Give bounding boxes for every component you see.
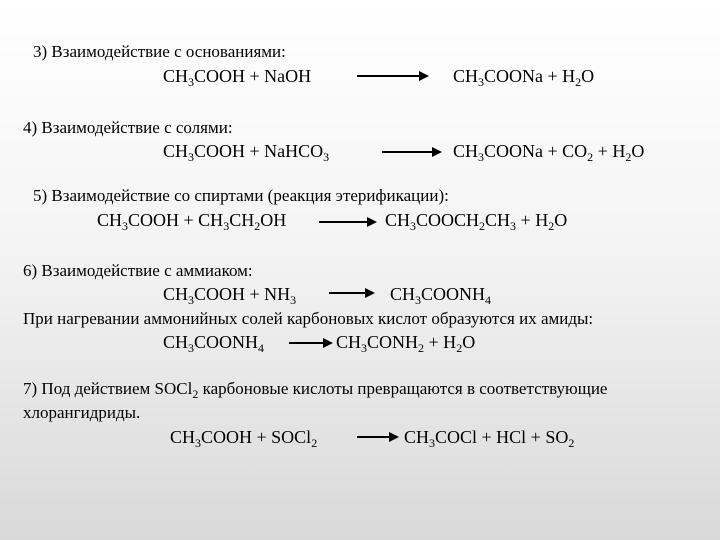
- section-7-arrow: [357, 431, 399, 443]
- section-6-products-2: $CH_3CONH_2 + H_2O$: [336, 332, 476, 355]
- section-6-note: При нагревании аммонийных солей карбоновых кислот образуются их амиды:: [23, 309, 594, 328]
- section-5-reactants: $CH_3COOH + CH_3CH_2OH$: [97, 210, 287, 233]
- section-4-products: $CH_3COONa + CO_2 + H_2O$: [453, 141, 645, 164]
- section-4-heading: 4) Взаимодействие с солями:: [23, 118, 233, 137]
- section-5-products: $CH_3COOCH_2CH_3 + H_2O$: [385, 210, 568, 233]
- section-5-heading: 5) Взаимодействие со спиртами (реакция этерификации):: [33, 186, 449, 205]
- section-6-reactants: $CH_3COOH + NH_3$: [163, 284, 297, 307]
- section-6-arrow-2: [289, 337, 333, 349]
- section-6-heading: 6) Взаимодействие с аммиаком:: [23, 261, 253, 280]
- section-7-heading-line2: хлорангидриды.: [23, 403, 141, 422]
- section-4-arrow: [382, 146, 442, 158]
- section-7-reactants: $CH_3COOH$ + SOCl$_2$: [170, 427, 318, 450]
- section-3-reactants: $CH_3COOH$ + NaOH: [163, 66, 312, 89]
- section-7-products: $CH_3COCl$ + HCl + $SO_2$: [404, 427, 575, 450]
- section-7-heading: 7) Под действием SOCl$_2$ карбоновые кислоты превращаются в соответствующие: [23, 379, 608, 401]
- section-6-reactants-2: $CH_3COONH_4$: [163, 332, 265, 355]
- section-3-arrow: [357, 70, 429, 82]
- section-3-products: $CH_3COONa + H_2O$: [453, 66, 595, 89]
- section-5-arrow: [319, 216, 377, 228]
- section-4-reactants: $CH_3COOH$ + NaHCO$_3$: [163, 141, 330, 164]
- section-6-arrow: [329, 287, 375, 299]
- section-6-products: $CH_3COONH_4$: [390, 284, 492, 307]
- section-3-heading: 3) Взаимодействие с основаниями:: [33, 42, 286, 61]
